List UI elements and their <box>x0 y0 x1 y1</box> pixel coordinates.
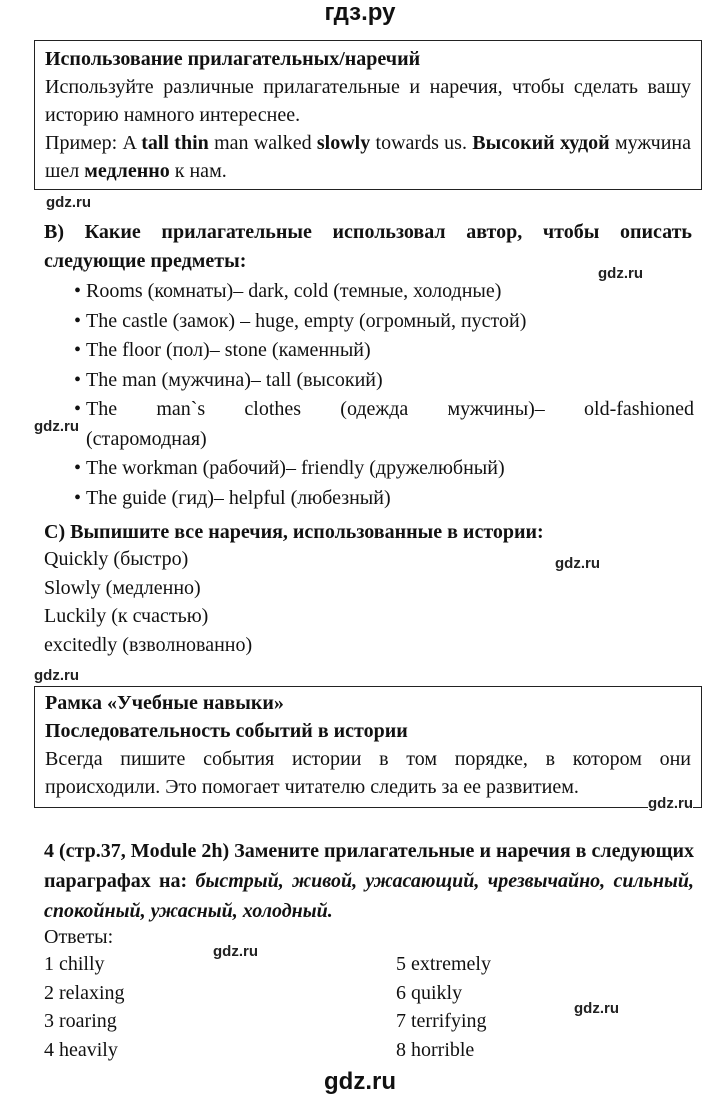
answer-item: 2 relaxing <box>44 981 125 1004</box>
answer-item: 6 quikly <box>396 981 463 1004</box>
list-item: • The workman (рабочий)– friendly (дружелюбный) <box>44 454 694 484</box>
section-b-heading: B) Какие прилагательные использовал автор, чтобы описать следующие предметы: <box>44 221 692 272</box>
list-item: • The guide (гид)– helpful (любезный) <box>44 484 694 514</box>
task4-heading: 4 (стр.37, Module 2h) Замените прилагательные и наречия в следующих параграфах на: быстрый, живой, ужасающий, чрезвычайно, сильный, спокойный, ужасный, холодный. <box>44 840 695 922</box>
site-footer: gdz.ru <box>324 1068 396 1095</box>
watermark: gdz.ru <box>574 1000 619 1017</box>
watermark: gdz.ru <box>46 194 91 211</box>
tip-box-example: Пример: A tall thin man walked slowly towards us. Высокий худой мужчина шел медленно к нам. <box>45 132 691 182</box>
tip-box-text: Всегда пишите события истории в том порядке, в котором они происходили. Это помогает читателю следить за ее развитием. <box>45 748 691 798</box>
answer-item: 3 roaring <box>44 1010 117 1033</box>
list-item: • The floor (пол)– stone (каменный) <box>44 336 694 366</box>
list-item: Slowly (медленно) <box>44 576 201 599</box>
section-c-heading: C) Выпишите все наречия, использованные в истории: <box>44 521 544 543</box>
tip-box-title: Использование прилагательных/наречий <box>45 48 421 70</box>
list-item: • The man (мужчина)– tall (высокий) <box>44 366 694 396</box>
tip-box-study-skills <box>34 686 702 808</box>
answer-item: 5 extremely <box>396 953 491 975</box>
answer-item: 1 chilly <box>44 953 105 975</box>
watermark: gdz.ru <box>648 795 693 812</box>
watermark: gdz.ru <box>555 555 600 572</box>
watermark: gdz.ru <box>213 943 258 960</box>
list-item: Luckily (к счастью) <box>44 605 209 627</box>
tip-box-adjectives <box>34 40 702 190</box>
tip-box-title: Рамка «Учебные навыки» <box>45 692 284 714</box>
section-c-list <box>44 545 252 659</box>
answers-label: Ответы: <box>44 926 114 948</box>
answer-item: 7 terrifying <box>396 1010 487 1033</box>
section-b-list <box>44 277 694 513</box>
watermark: gdz.ru <box>34 418 79 435</box>
tip-box-text: Используйте различные прилагательные и наречия, чтобы сделать вашу историю намного интереснее. <box>45 76 691 126</box>
answer-item: 8 horrible <box>396 1038 475 1061</box>
site-header: гдз.ру <box>324 0 396 26</box>
tip-box-subtitle: Последовательность событий в истории <box>45 720 408 742</box>
list-item: Quickly (быстро) <box>44 548 189 570</box>
list-item: • Rooms (комнаты)– dark, cold (темные, холодные) <box>44 277 694 307</box>
list-item: • The castle (замок) – huge, empty (огромный, пустой) <box>44 307 694 337</box>
watermark: gdz.ru <box>598 265 643 282</box>
list-item: • The man`s clothes (одежда мужчины)– old-fashioned (старомодная) <box>44 395 694 454</box>
answer-item: 4 heavily <box>44 1038 118 1061</box>
watermark: gdz.ru <box>34 667 79 684</box>
list-item: excitedly (взволнованно) <box>44 633 253 656</box>
